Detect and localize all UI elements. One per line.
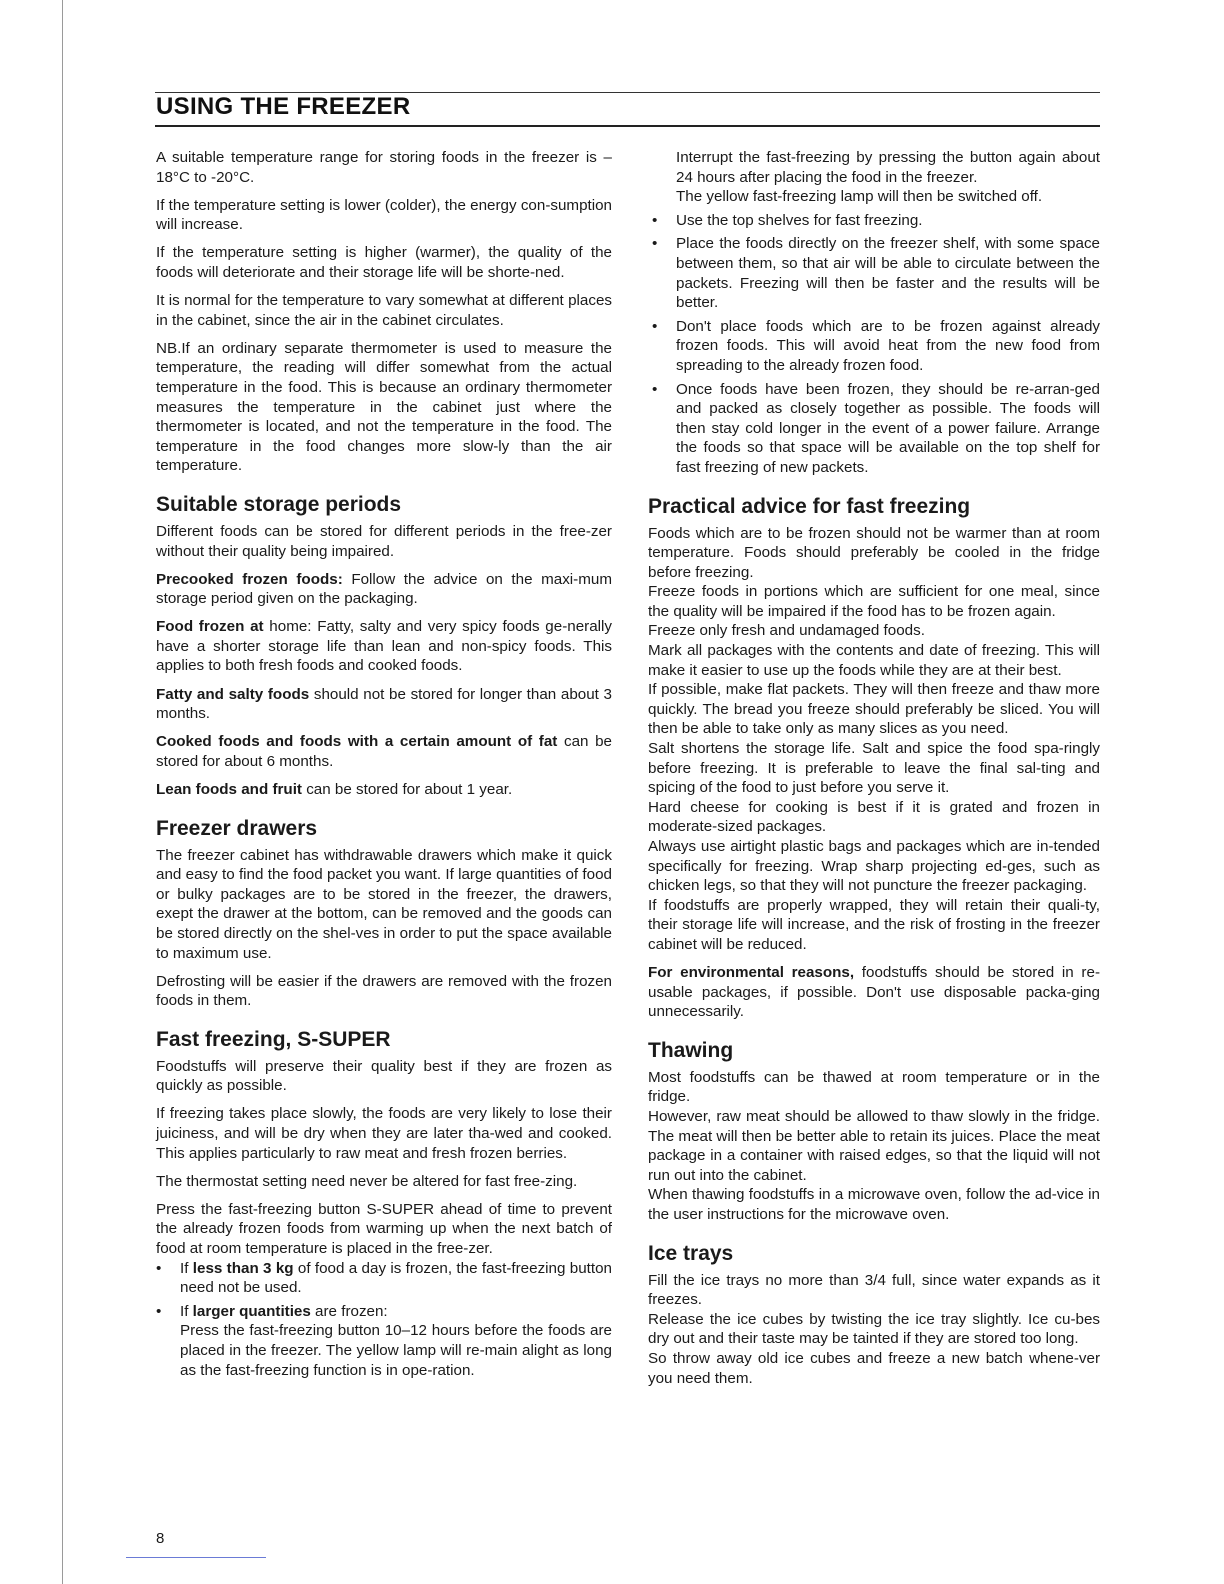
ice-throw-away: So throw away old ice cubes and freeze a new batch whene-ver you need them. bbox=[648, 1349, 1100, 1387]
list-item: • Once foods have been frozen, they should be re-arran-ged and packed as closely together as possible. The foods will then stay cold longer in the event of a power failure. Arrange the foods so that space will be available on the top shelf for fast freezing of new packets. bbox=[676, 380, 1100, 478]
practical-salt: Salt shortens the storage life. Salt and spice the food spa-ringly before freezing. It is preferable to leave the final sal-ting and spicing of the food to just before you serve it. bbox=[648, 740, 1100, 797]
practical-airtight-bags: Always use airtight plastic bags and packages which are in-tended specifically for freezing. Wrap sharp projecting ed-ges, such as chicken legs, so that they will not puncture the freezer packaging. bbox=[648, 838, 1100, 895]
practical-portions: Freeze foods in portions which are sufficient for one meal, since the quality will be impaired if the food has to be frozen again. bbox=[648, 583, 1100, 620]
list-item: • If less than 3 kg of food a day is frozen, the fast-freezing button need not be used. bbox=[180, 1259, 612, 1298]
page-title: USING THE FREEZER bbox=[156, 93, 411, 120]
fast-slow-freezing: If freezing takes place slowly, the foods are very likely to lose their juiciness, and will be dry when they are later tha-wed and cooked. This applies particularly to raw meat and fresh frozen berries. bbox=[156, 1105, 612, 1162]
thawing-raw-meat: However, raw meat should be allowed to thaw slowly in the fridge. The meat will then be better able to retain its juices. Place the meat package in a container with raised edges, so that the liquid will not run out into the cabinet. bbox=[648, 1108, 1100, 1184]
storage-lean-fruit: Lean foods and fruit can be stored for about 1 year. bbox=[156, 780, 513, 798]
intro-warmer-setting: If the temperature setting is higher (warmer), the quality of the foods will deteriorate and their storage life will be shorte-ned. bbox=[156, 244, 612, 281]
practical-flat-packets: If possible, make flat packets. They will then freeze and thaw more quickly. The bread you freeze should preferably be sliced. You will then be able to take only as many slices as you need. bbox=[648, 681, 1100, 738]
practical-hard-cheese: Hard cheese for cooking is best if it is grated and frozen in moderate-sized packages. bbox=[648, 798, 1100, 836]
fast-press-button: Press the fast-freezing button S-SUPER ahead of time to prevent the already frozen foods from warming up when the next batch of food at room temperature is placed in the free-zer. bbox=[156, 1200, 612, 1258]
fast-preserve-quality: Foodstuffs will preserve their quality best if they are frozen as quickly as possible. bbox=[156, 1057, 612, 1095]
fast-quantity-list bbox=[156, 1259, 612, 1381]
storage-cooked: Cooked foods and foods with a certain amount of fat can be stored for about 6 months. bbox=[156, 733, 612, 770]
heading-storage-periods: Suitable storage periods bbox=[156, 492, 402, 516]
footer-rule bbox=[126, 1557, 266, 1558]
ice-release-cubes: Release the ice cubes by twisting the ice tray slightly. Ice cu-bes dry out and their taste may be tainted if they are stored too long. bbox=[648, 1310, 1100, 1348]
drawers-defrosting: Defrosting will be easier if the drawers are removed with the frozen foods in them. bbox=[156, 972, 612, 1010]
ice-fill-level: Fill the ice trays no more than 3/4 full, since water expands as it freezes. bbox=[648, 1271, 1100, 1309]
right-column bbox=[648, 148, 1100, 1388]
heading-fast-freezing: Fast freezing, S-SUPER bbox=[156, 1027, 391, 1051]
list-item: • Use the top shelves for fast freezing. bbox=[676, 211, 1100, 231]
heading-thawing: Thawing bbox=[648, 1038, 734, 1062]
storage-intro: Different foods can be stored for different periods in the free-zer without their quality being impaired. bbox=[156, 522, 612, 560]
header-bottom-rule bbox=[155, 125, 1100, 127]
practical-mark-packages: Mark all packages with the contents and date of freezing. This will make it easier to use up the foods while they are at their best. bbox=[648, 642, 1100, 679]
heading-practical-advice: Practical advice for fast freezing bbox=[648, 494, 971, 518]
list-item: • If larger quantities are frozen: Press the fast-freezing button 10–12 hours before the foods are placed in the freezer. The yellow lamp will re-main alight as long as the fast-freezing function is in ope-ration. bbox=[180, 1302, 612, 1380]
fast-freezing-tips-list bbox=[648, 211, 1100, 478]
page-number: 8 bbox=[156, 1530, 165, 1547]
scan-edge-line bbox=[62, 0, 63, 1584]
list-item: • Place the foods directly on the freezer shelf, with some space between them, so that air will be able to circulate between the packets. Freezing will then be faster and the results will be better. bbox=[676, 234, 1100, 312]
intro-temperature-range: A suitable temperature range for storing foods in the freezer is –18°C to -20°C. bbox=[156, 149, 612, 186]
intro-thermometer-note: NB.If an ordinary separate thermometer is used to measure the temperature, the reading will differ somewhat from the actual temperature in the food. This is because an ordinary thermometer measures the temperature in the cabinet just where the thermometer is located, and not the temperature in the food. The temperature in the food changes more slow-ly than the air temperature. bbox=[156, 339, 612, 475]
interrupt-fast-freezing: Interrupt the fast-freezing by pressing the button again about 24 hours after placing the food in the freezer. bbox=[676, 149, 1100, 186]
heading-freezer-drawers: Freezer drawers bbox=[156, 816, 318, 840]
lamp-switched-off: The yellow fast-freezing lamp will then be switched off. bbox=[676, 188, 1043, 206]
practical-environment: For environmental reasons, foodstuffs should be stored in re-usable packages, if possible. Don't use disposable packa-ging unnecessarily. bbox=[648, 964, 1100, 1021]
practical-temperature: Foods which are to be frozen should not be warmer than at room temperature. Foods should preferably be cooled in the fridge before freezing. bbox=[648, 524, 1100, 581]
intro-temperature-variation: It is normal for the temperature to vary somewhat at different places in the cabinet, since the air in the cabinet circulates. bbox=[156, 292, 612, 329]
list-item: • Don't place foods which are to be frozen against already frozen foods. This will avoid heat from the new food from spreading to the already frozen food. bbox=[676, 317, 1100, 376]
storage-precooked: Precooked frozen foods: Follow the advice on the maxi-mum storage period given on the packaging. bbox=[156, 570, 612, 608]
left-column bbox=[156, 148, 612, 1386]
storage-home-frozen: Food frozen at home: Fatty, salty and very spicy foods ge-nerally have a shorter storage life than lean and non-spicy foods. This applies to both fresh foods and cooked foods. bbox=[156, 618, 612, 675]
fast-thermostat: The thermostat setting need never be altered for fast free-zing. bbox=[156, 1172, 578, 1190]
heading-ice-trays: Ice trays bbox=[648, 1241, 734, 1265]
thawing-microwave: When thawing foodstuffs in a microwave oven, follow the ad-vice in the user instructions for the microwave oven. bbox=[648, 1186, 1100, 1223]
storage-fatty-salty: Fatty and salty foods should not be stored for longer than about 3 months. bbox=[156, 685, 612, 723]
practical-fresh-foods: Freeze only fresh and undamaged foods. bbox=[648, 622, 925, 640]
thawing-room-temperature: Most foodstuffs can be thawed at room temperature or in the fridge. bbox=[648, 1068, 1100, 1106]
practical-wrapping: If foodstuffs are properly wrapped, they will retain their quali-ty, their storage life will increase, and the risk of frosting in the freezer cabinet will be reduced. bbox=[648, 896, 1100, 953]
intro-colder-setting: If the temperature setting is lower (colder), the energy con-sumption will increase. bbox=[156, 196, 612, 234]
drawers-description: The freezer cabinet has withdrawable drawers which make it quick and easy to find the food packet you want. If large quantities of food or bulky packages are to be stored in the freezer, the drawers, exept the drawer at the bottom, can be removed and the goods can be stored directly on the shel-ves in order to put the space available to maximum use. bbox=[156, 846, 612, 962]
